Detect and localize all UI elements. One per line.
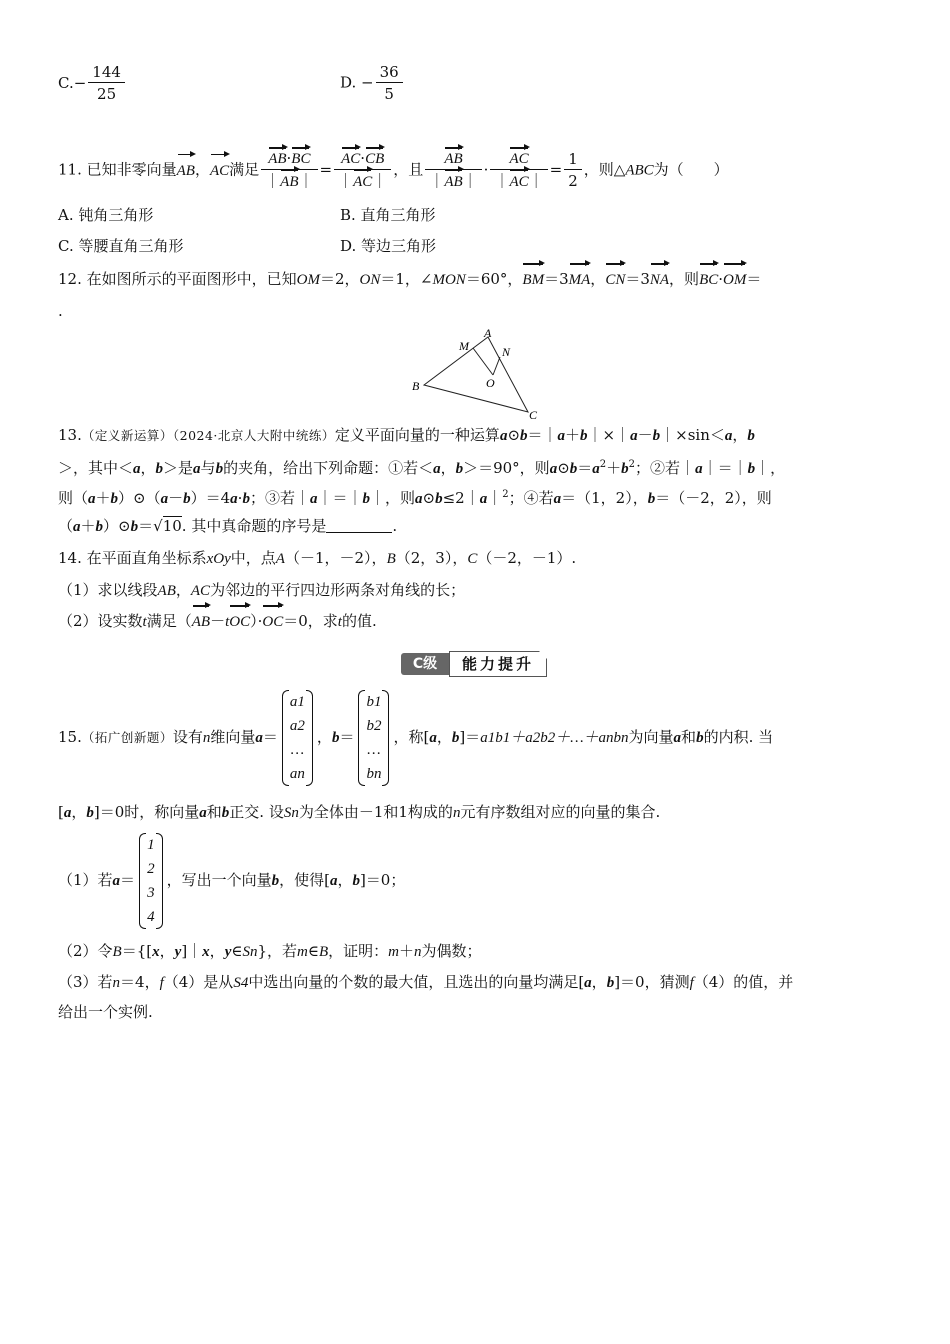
q11-option-b: B. 直角三角形 [340,206,436,224]
q12-stem: 12. 在如图所示的平面图形中，已知OM＝2，ON＝1，∠MON＝60°，BM＝3MA，CN＝3NA，则BC·OM＝ [58,264,888,295]
label-a: A [484,326,492,340]
label-o: O [486,376,495,390]
vector-b-column: b1 b2 … bn [358,690,389,786]
segment-on [493,357,500,375]
section-banner [401,651,551,679]
q14-stem: 14. 在平面直角坐标系xOy中，点A（－1，－2），B（2，3），C（－2，－1）. [58,549,577,567]
q13-line4: （a＋b）⊙b＝√10. 其中真命题的序号是 . [58,517,398,535]
q14-sub1: （1）求以线段AB，AC为邻边的平行四边形两条对角线的长； [58,581,466,599]
section-title: 能力提升 [449,651,547,677]
q13-line1: 13.（定义新运算）（2024·北京人大附中统练）定义平面向量的一种运算a⊙b＝｜a＋b｜×｜a－b｜×sin＜a，b [58,426,755,444]
q14-sub2: （2）设实数t满足（AB－tOC）·OC＝0，求t的值. [58,606,888,637]
q12-answer-line: . [58,302,63,320]
section-level: C级 [401,653,449,675]
q11-option-d: D. 等边三角形 [340,237,437,255]
q15-sub2: （2）令B＝{[x，y]｜x，y∈Sn}，若m∈B，证明：m＋n为偶数； [58,942,482,960]
q11-stem: 11. 已知非零向量AB，AC满足 $\frac{AB\cdot BC}{|AB|}$ = $\frac{AC\cdot CB}{|AC|}$ ，且 $\frac{AB}{|AB|}$ · $\frac{AC}{|AC|}$ = $\frac{1}{2}$ ，则△ABC为（ ） [58,148,888,193]
q13-line2: ＞，其中＜a，b＞是a与b的夹角，给出下列命题：①若＜a，b＞＝90°，则$a⊙b=a^2+b^2$；②若｜a｜＝｜b｜， [58,459,786,477]
q11-frac-3: $\frac{AB}{|AB|}$ [425,148,481,193]
vector-a-column: a1 a2 … an [282,690,313,786]
q13-answer-blank[interactable] [326,516,392,533]
label-n: N [502,345,511,359]
q11-options-row1 [58,200,888,230]
q11-options-row2 [58,231,888,261]
q11-option-a: A. 钝角三角形 [58,206,154,224]
q11-frac-4: $\frac{AC}{|AC|}$ [490,148,547,193]
q15-sub3: （3）若n＝4，f（4）是从S4中选出向量的个数的最大值，且选出的向量均满足[a，b]＝0，猜测f（4）的值，并 [58,973,794,991]
label-c: C [529,408,538,422]
q12-figure [400,320,550,425]
q11-option-c: C. 等腰直角三角形 [58,237,184,255]
q15-sub3-cont: 给出一个实例. [58,1003,153,1021]
vector-1234-column: 1 2 3 4 [139,833,163,929]
q11-frac-1: $\frac{AB\cdot BC}{|AB|}$ [261,148,317,193]
segment-mo [473,348,493,375]
q15-line2: [a，b]＝0时，称向量a和b正交. 设Sn为全体由－1和1构成的n元有序数组对应的向量的集合. [58,803,661,821]
triangle-abc [424,337,528,412]
q15-sub1: （1）若a＝ 1 2 3 4 ，写出一个向量b，使得[a，b]＝0； [58,828,888,932]
label-b: B [412,379,420,393]
q15-line1: 15.（拓广创新题）设有n维向量a＝ a1 a2 … an ，b＝ b1 b2 … bn ，称[a，b]＝a1b1＋a2b2＋…＋anbn为向量a和b的内积. 当 [58,684,888,790]
label-m: M [459,339,469,353]
q10-option-d: D. − $\frac{36}{5}$ [340,62,405,105]
q13-line3: 则（a＋b）⊙（a－b）＝4a·b；③若｜a｜＝｜b｜，则a⊙b≤2｜a｜$^2$；④若a＝（1，2），b＝（－2，2），则 [58,489,772,507]
q10-option-c: C.− $\frac{144}{25}$ [58,74,127,92]
sqrt-symbol: √ [153,517,163,535]
q10-options [58,62,888,106]
q11-frac-2: $\frac{AC\cdot CB}{|AC|}$ [334,148,391,193]
q11-frac-half: $\frac{1}{2}$ [564,149,582,192]
